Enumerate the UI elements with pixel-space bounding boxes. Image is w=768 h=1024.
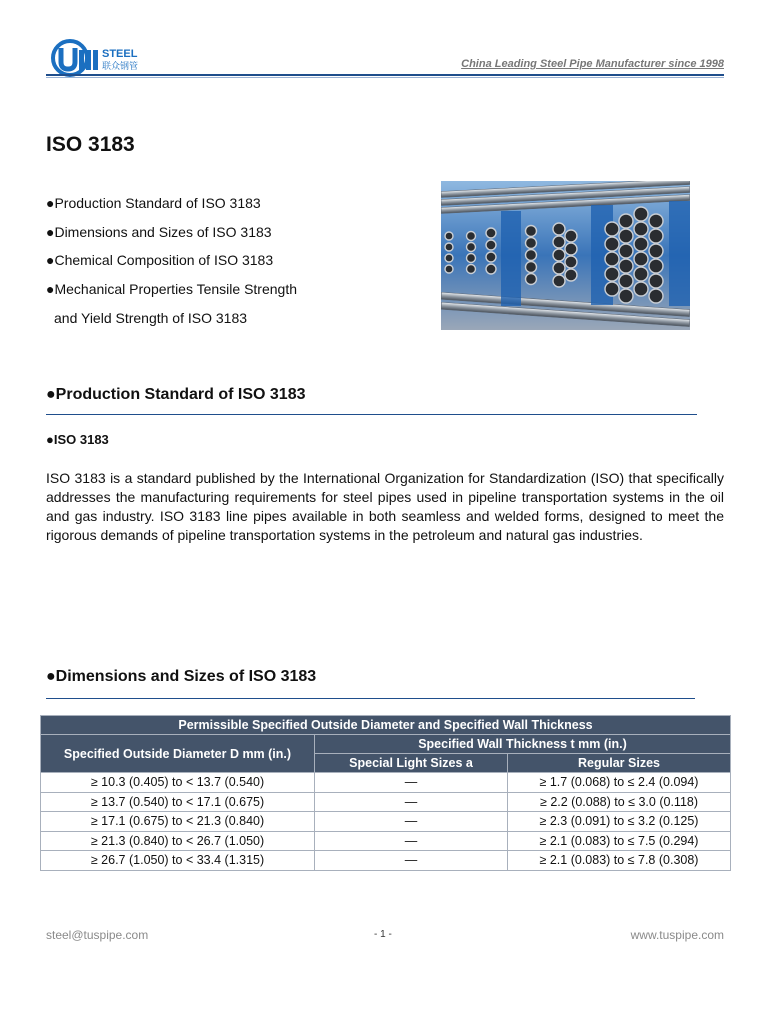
cell-regular: ≥ 2.1 (0.083) to ≤ 7.8 (0.308): [508, 851, 731, 871]
footer-email-link[interactable]: steel@tuspipe.com: [46, 928, 149, 942]
cell-special-light: —: [315, 773, 508, 793]
table-row: [41, 851, 731, 871]
header-divider: [46, 74, 724, 76]
section-divider: [46, 698, 695, 699]
cell-regular: ≥ 2.2 (0.088) to ≤ 3.0 (0.118): [508, 792, 731, 812]
section-heading-production: ●Production Standard of ISO 3183: [46, 386, 306, 403]
page-title: ISO 3183: [46, 133, 135, 156]
steel-pipes-photo: [441, 181, 690, 330]
cell-outside-diameter: ≥ 21.3 (0.840) to < 26.7 (1.050): [41, 831, 315, 851]
column-header-outside-diameter: Specified Outside Diameter D mm (in.): [41, 735, 315, 773]
footer-website-link[interactable]: www.tuspipe.com: [630, 928, 724, 942]
toc-item-mechanical-cont[interactable]: and Yield Strength of ISO 3183: [54, 310, 248, 326]
toc-item-production[interactable]: ●Production Standard of ISO 3183: [46, 195, 261, 211]
cell-outside-diameter: ≥ 10.3 (0.405) to < 13.7 (0.540): [41, 773, 315, 793]
company-logo: [50, 38, 160, 78]
cell-outside-diameter: ≥ 26.7 (1.050) to < 33.4 (1.315): [41, 851, 315, 871]
column-header-wall-thickness: Specified Wall Thickness t mm (in.): [315, 735, 731, 754]
toc-item-mechanical[interactable]: ●Mechanical Properties Tensile Strength: [46, 281, 297, 297]
cell-outside-diameter: ≥ 17.1 (0.675) to < 21.3 (0.840): [41, 812, 315, 832]
cell-regular: ≥ 1.7 (0.068) to ≤ 2.4 (0.094): [508, 773, 731, 793]
column-header-special-light: Special Light Sizes a: [315, 754, 508, 773]
cell-special-light: —: [315, 812, 508, 832]
cell-special-light: —: [315, 851, 508, 871]
table-row: [41, 812, 731, 832]
footer-page-number: - 1 -: [374, 929, 392, 940]
cell-special-light: —: [315, 831, 508, 851]
logo-chinese-text: 联众钢管: [102, 62, 139, 72]
table-row: [41, 831, 731, 851]
table-row: [41, 792, 731, 812]
intro-paragraph: ISO 3183 is a standard published by the International Organization for Standardization (ISO) that specifically addresses the manufacturing requirements for steel pipes used in pipeline transportation systems in the oil and gas industry. ISO 3183 line pipes available in both seamless and welded forms, designed to meet the rigorous demands of pipeline transportation systems in the petroleum and natural gas industries.: [46, 470, 724, 543]
cell-regular: ≥ 2.3 (0.091) to ≤ 3.2 (0.125): [508, 812, 731, 832]
logo-brand-text: STEEL: [102, 48, 138, 60]
cell-regular: ≥ 2.1 (0.083) to ≤ 7.5 (0.294): [508, 831, 731, 851]
header-tagline: China Leading Steel Pipe Manufacturer since 1998: [461, 58, 724, 70]
section-heading-dimensions: ●Dimensions and Sizes of ISO 3183: [46, 668, 317, 685]
toc-item-dimensions[interactable]: ●Dimensions and Sizes of ISO 3183: [46, 224, 272, 240]
table-caption: Permissible Specified Outside Diameter and Specified Wall Thickness: [41, 716, 731, 735]
column-header-regular: Regular Sizes: [508, 754, 731, 773]
subheading-iso: ●ISO 3183: [46, 432, 109, 447]
section-divider: [46, 414, 697, 415]
cell-outside-diameter: ≥ 13.7 (0.540) to < 17.1 (0.675): [41, 792, 315, 812]
table-row: [41, 773, 731, 793]
cell-special-light: —: [315, 792, 508, 812]
toc-item-chemical[interactable]: ●Chemical Composition of ISO 3183: [46, 252, 274, 268]
header-divider-thin: [46, 77, 724, 78]
dimensions-table: [40, 715, 731, 871]
